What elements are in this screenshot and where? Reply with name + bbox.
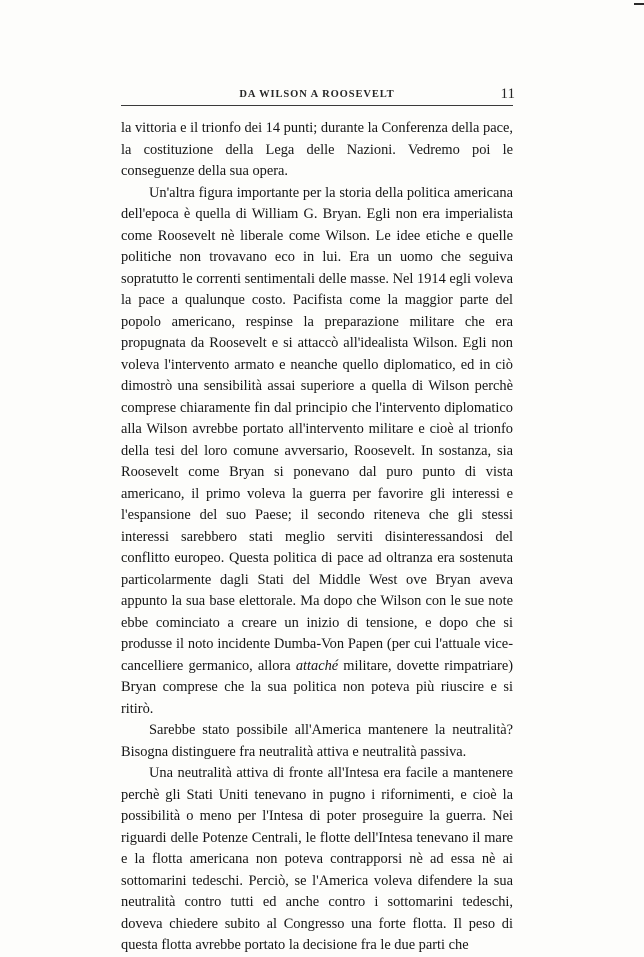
paragraph-2: [121, 183, 513, 721]
body-text: [121, 118, 513, 957]
scan-edge-mark: [634, 3, 644, 5]
italic-term-attache: attaché: [295, 657, 339, 674]
paragraph-3: Sarebbe stato possibile all'America mantenere la neutralità? Bisogna distinguere fra neutralità attiva e neutralità passiva.: [121, 722, 513, 760]
running-header: [121, 86, 513, 108]
paragraph-1: la vittoria e il trionfo dei 14 punti; durante la Conferenza della pace, la costituzione della Lega delle Nazioni. Vedremo poi le conseguenze della sua opera.: [121, 120, 513, 179]
paragraph-2-ending: militare, dovette rimpatriare) Bryan comprese che la sua politica non poteva più riuscire e si ritirò.: [121, 657, 513, 717]
page-number: 11: [500, 86, 515, 102]
header-rule: [121, 105, 513, 106]
running-title: DA WILSON A ROOSEVELT: [239, 89, 395, 100]
paragraph-2-text: Un'altra figura importante per la storia della politica americana dell'epoca è quella di William G. Bryan. Egli non era imperialista come Roosevelt nè liberale come Wilson. Le idee etiche e quelle politiche non trovavano eco in lui. Era un uomo che seguiva sopratutto le correnti sentimentali delle masse. Nel 1914 egli voleva la pace a qualunque costo. Pacifista come la maggior parte del popolo americano, respinse la preparazione militare che era propugnata da Roosevelt e si attaccò all'idealista Wilson. Egli non voleva l'intervento armato e neanche quello diplomatico, ed in ciò dimostrò una sensibilità assai superiore a quella di Wilson perchè comprese chiaramente fin dal principio che l'intervento diplomatico alla Wilson avrebbe portato all'intervento militare e cioè al trionfo della tesi del loro comune avversario, Roosevelt. In sostanza, sia Roosevelt come Bryan si ponevano dal puro punto di vista americano, il primo voleva la guerra per favorire gli interessi e l'espansione del suo Paese; il secondo riteneva che gli stessi interessi sarebbero stati meglio serviti disinteressandosi del conflitto europeo. Questa politica di pace ad oltranza era sostenuta particolarmente dagli Stati del Middle West ove Bryan aveva appunto la sua base elettorale. Ma dopo che Wilson con le sue note ebbe cominciato a creare un inizio di tensione, e dopo che si produsse il noto incidente Dumba-Von Papen (per cui l'attuale vice-cancelliere germanico, allora: [121, 184, 513, 674]
paragraph-4: Una neutralità attiva di fronte all'Intesa era facile a mantenere perchè gli Stati Uniti tenevano in pugno i rifornimenti, e cioè la possibilità o meno per l'Intesa di poter proseguire la guerra. Nei riguardi delle Potenze Centrali, le flotte dell'Intesa tenevano il mare e la flotta americana non poteva contrapporsi nè ad essa nè ai sottomarini tedeschi. Perciò, se l'America voleva difendere la sua neutralità contro tutti ed anche contro i sottomarini tedeschi, doveva chiedere subito al Congresso una forte flotta. Il peso di questa flotta avrebbe portato la decisione fra le due parti che: [121, 765, 513, 953]
